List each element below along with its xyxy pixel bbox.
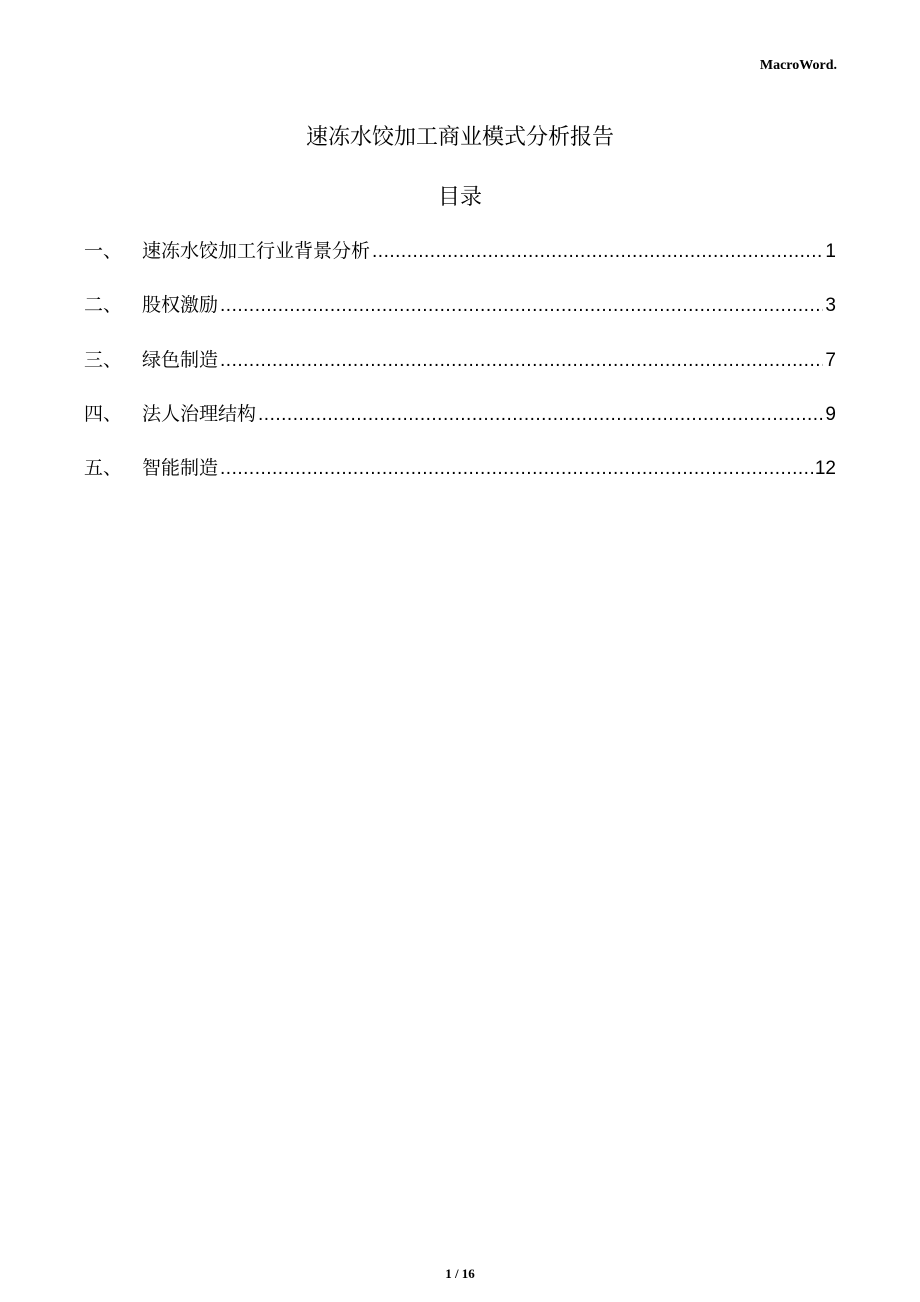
- page-indicator: 1 / 16: [445, 1266, 475, 1281]
- table-of-contents: [84, 236, 836, 507]
- toc-entry-page: 9: [825, 403, 836, 425]
- toc-leader-dots: [258, 404, 823, 426]
- toc-entry[interactable]: [84, 236, 836, 290]
- toc-entry-number: 三、: [84, 348, 123, 371]
- toc-leader-dots: [220, 350, 823, 372]
- toc-entry-number: 四、: [84, 402, 123, 425]
- toc-entry-label: 智能制造: [142, 457, 219, 480]
- toc-entry-page: 7: [825, 349, 836, 371]
- toc-entry-number: 一、: [84, 240, 123, 262]
- toc-entry-number: 二、: [84, 294, 123, 317]
- toc-entry-page: 1: [825, 241, 836, 262]
- toc-entry-label: 绿色制造: [142, 348, 219, 371]
- document-title: 速冻水饺加工商业模式分析报告: [305, 125, 614, 150]
- toc-leader-dots: [220, 295, 823, 317]
- toc-entry-number: 五、: [84, 457, 123, 480]
- toc-entry-label: 法人治理结构: [142, 402, 257, 425]
- toc-leader-dots: [372, 241, 823, 263]
- toc-entry[interactable]: [84, 290, 836, 344]
- header-brand: MacroWord.: [759, 58, 837, 73]
- toc-entry-label: 速冻水饺加工行业背景分析: [142, 240, 371, 262]
- toc-entry[interactable]: [84, 345, 836, 399]
- toc-entry-page: 12: [814, 458, 836, 480]
- toc-entry[interactable]: [84, 399, 836, 453]
- toc-leader-dots: [220, 458, 813, 480]
- toc-entry[interactable]: [84, 453, 836, 507]
- toc-entry-page: 3: [825, 295, 836, 317]
- toc-entry-label: 股权激励: [142, 294, 219, 317]
- toc-heading: 目录: [437, 185, 482, 210]
